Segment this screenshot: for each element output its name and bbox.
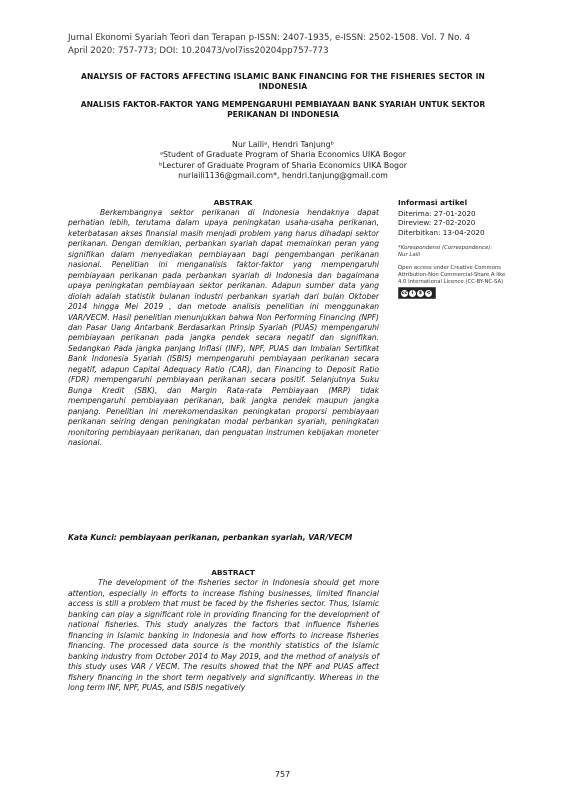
page-number: 757 — [274, 770, 291, 779]
author-names: Nur Lailiᵃ, Hendri Tanjungᵇ — [231, 140, 335, 149]
keywords-id: Kata Kunci: pembiayaan perikanan, perbankan syariah, VAR/VECM — [68, 533, 353, 542]
license-text — [398, 265, 508, 299]
article-info-sidebar — [398, 198, 508, 299]
title-indonesian: ANALISIS FAKTOR-FAKTOR YANG MEMPENGARUHI PEMBIAYAAN BANK SYARIAH UNTUK SEKTOR PERIKANAN DI INDONESIA — [80, 100, 486, 119]
journal-header-line1: Jurnal Ekonomi Syariah Teori dan Terapan p-ISSN: 2407-1935, e-ISSN: 2502-1508. Vol. 7 No. 4 — [68, 33, 471, 43]
abstract-heading: ABSTRACT — [211, 568, 255, 577]
license-statement: Open access under Creative Commons Attribution-Non Commercial-Share A like 4.0 International Licence (CC-BY-NC-SA) — [398, 265, 506, 286]
affiliation-b: ᵇLecturer of Graduate Program of Sharia Economics UIKA Bogor — [159, 160, 407, 170]
correspondence — [398, 245, 508, 259]
reviewed-date: Direview: 27-02-2020 — [398, 218, 476, 228]
abstrak-text: Berkembangnya sektor perikanan di Indonesia hendaknya dapat perhatian lebih, terutama dalam upaya peningkatan usaha-usaha perikanan, keterbatasan akses finansial masih menjadi problem yang harus dihadapi sektor perikanan. Dengan demikian, perbankan syariah dapat memainkan peran yang signifikan dalam menyediakan pembiayaan bagi pengembangan perikanan nasional. Penelitian ini menganalisis faktor-faktor yang mempengaruhi pembiayaan perikanan pada perbankan syariah di Indonesia dan bagaimana upaya peningkatan pembiayaan sektor perikanan. Adapun sumber data yang diolah adalah statistik bulanan industri perbankan syariah dari bulan Oktober 2014 hingga Mei 2019 , dan metode analisis penelitian ini menggunakan VAR/VECM. Hasil penelitian menunjukkan bahwa Non Performing Financing (NPF) dan Pasar Uang Antarbank Berdasarkan Prinsip Syariah (PUAS) mempengaruhi pembiayaan perikanan pada jangka pendek secara negatif dan signifikan. Sedangkan Pada jangka panjang Inflasi (INF), NPF, PUAS dan Imbalan Sertifikat Bank Indonesia Syariah (ISBIS) mempengaruhi pembiayaan perikanan secara negatif, adapun Capital Adequacy Ratio (CAR), dan Financing to Deposit Ratio (FDR) mempengaruhi pembiayaan perikanan secara positif. Selanjutnya Suku Bunga Kredit (SBK), dan Margin Rata-rata Pembiayaan (MRP) tidak mempengaruhi pembiayaan perikanan, baik jangka pendek maupun jangka panjang. Penelitian ini merekomendasikan peningkatan proporsi pembiayaan perikanan seiring dengan peningkatan modal perbankan syariah, peningkatan monitoring pembiayaan perikanan, dan penguatan instrumen kebijakan moneter nasional. — [68, 208, 379, 447]
author-block — [68, 140, 498, 181]
abstrak-heading: ABSTRAK — [213, 198, 253, 207]
affiliation-a: ᵃStudent of Graduate Program of Sharia Economics UIKA Bogor — [159, 150, 407, 160]
cc-license-icon: cc i $ ⟲ — [398, 287, 436, 299]
author-emails: nurlaili1136@gmail.com*, hendri.tanjung@gmail.com — [178, 170, 388, 180]
article-info-heading: Informasi artikel — [398, 198, 468, 207]
article-dates — [398, 209, 508, 237]
received-date: Diterima: 27-01-2020 — [398, 209, 476, 218]
published-date: Diterbitkan: 13-04-2020 — [398, 227, 485, 237]
correspondence-name: Nur Laili — [398, 252, 421, 259]
journal-header-line2: April 2020: 757-773; DOI: 10.20473/vol7iss20204pp757-773 — [68, 46, 329, 56]
abstract-text: The development of the fisheries sector in Indonesia should get more attention, especially in efforts to increase fishing businesses, limited financial access is still a problem that must be faced by the fisheries sector. Thus, Islamic banking can play a significant role in providing financing for the development of national fisheries. This study analyzes the factors that influence fisheries financing in Islamic banking in Indonesia and how efforts to increase fisheries financing. The processed data source is the monthly statistics of the Islamic banking industry from October 2014 to May 2019, and the method of analysis of this study uses VAR / VECM. The results showed that the NPF and PUAS affect fishery financing in the short term negatively and significantly. Whereas in the long term INF, NPF, PUAS, and ISBIS negatively — [68, 578, 379, 693]
abstrak-body — [68, 208, 379, 448]
correspondence-label: *Korespondensi (Correspondence): — [398, 245, 493, 252]
title-english: ANALYSIS OF FACTORS AFFECTING ISLAMIC BANK FINANCING FOR THE FISHERIES SECTOR IN INDONESIA — [81, 72, 485, 91]
journal-header — [68, 32, 508, 58]
